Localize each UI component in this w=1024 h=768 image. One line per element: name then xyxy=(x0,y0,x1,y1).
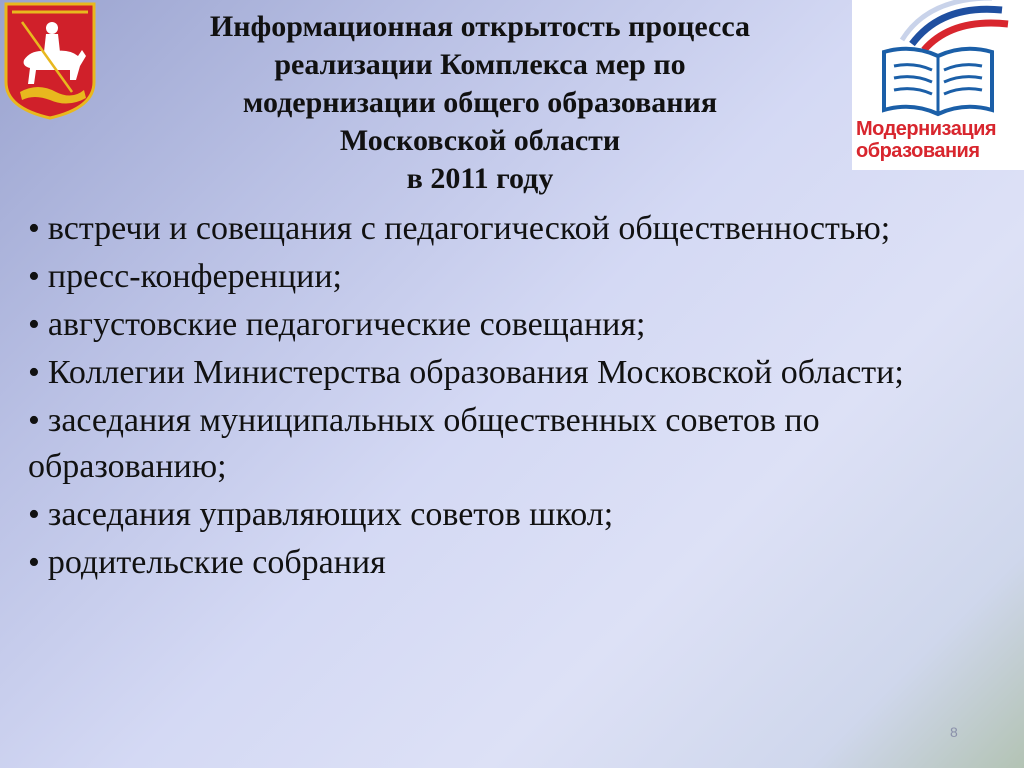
logo-text-line: Модернизация xyxy=(856,118,997,140)
open-book-icon xyxy=(852,0,1024,120)
logo-text-line: образования xyxy=(856,140,980,162)
bullet-symbol: • xyxy=(28,544,40,581)
bullet-list xyxy=(28,206,988,588)
list-item-text: заседания управляющих советов школ; xyxy=(47,496,614,533)
list-item xyxy=(28,302,988,348)
list-item-text: заседания муниципальных общественных советов по образованию; xyxy=(28,402,820,485)
list-item xyxy=(28,254,988,300)
list-item xyxy=(28,350,988,396)
list-item-text: пресс-конференции; xyxy=(47,258,342,295)
bullet-symbol: • xyxy=(28,402,40,439)
page-number: 8 xyxy=(950,724,958,740)
coat-of-arms-icon xyxy=(2,0,98,120)
modernization-logo xyxy=(852,0,1024,170)
list-item xyxy=(28,398,988,490)
title-line: модернизации общего образования xyxy=(242,86,718,119)
bullet-symbol: • xyxy=(28,354,40,391)
logo-text xyxy=(856,118,996,162)
title-line: Информационная открытость процесса xyxy=(209,10,751,43)
list-item xyxy=(28,540,988,586)
list-item xyxy=(28,206,988,252)
title-line: Московской области xyxy=(339,124,621,157)
list-item-text: родительские собрания xyxy=(47,544,386,581)
slide-title xyxy=(130,8,830,198)
list-item-text: встречи и совещания с педагогической общественностью; xyxy=(47,210,891,247)
list-item xyxy=(28,492,988,538)
title-line: реализации Комплекса мер по xyxy=(274,48,686,81)
list-item-text: Коллегии Министерства образования Московской области; xyxy=(47,354,904,391)
title-line: в 2011 году xyxy=(406,162,554,195)
bullet-symbol: • xyxy=(28,258,40,295)
bullet-symbol: • xyxy=(28,210,40,247)
bullet-symbol: • xyxy=(28,306,40,343)
list-item-text: августовские педагогические совещания; xyxy=(47,306,646,343)
bullet-symbol: • xyxy=(28,496,40,533)
